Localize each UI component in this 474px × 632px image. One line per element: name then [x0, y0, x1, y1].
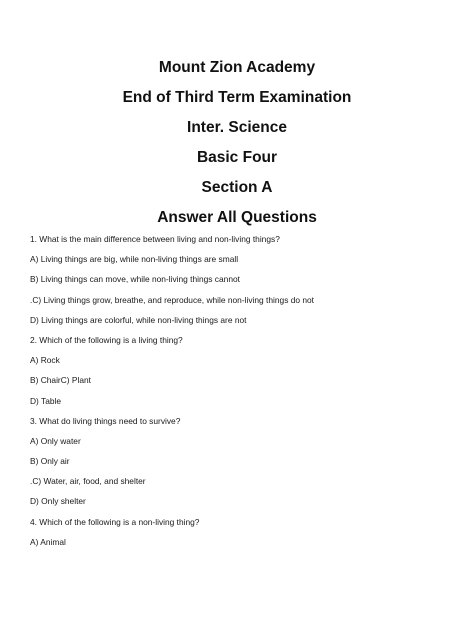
question-1: 1. What is the main difference between living and non-living things? [30, 234, 280, 244]
question-3-option-b: B) Only air [30, 456, 70, 467]
class-level: Basic Four [196, 149, 278, 166]
question-3-option-c: .C) Water, air, food, and shelter [30, 476, 146, 487]
question-3: 3. What do living things need to survive? [30, 415, 181, 426]
school-name: Mount Zion Academy [158, 59, 316, 76]
instruction-title: Answer All Questions [157, 209, 317, 226]
question-2-option-a: A) Rock [30, 355, 60, 366]
exam-header [0, 58, 474, 238]
question-2-option-d: D) Table [30, 395, 62, 406]
section-title: Section A [201, 179, 273, 196]
question-1-option-a: A) Living things are big, while non-living things are small [30, 254, 239, 265]
question-1-option-b: B) Living things can move, while non-living things cannot [30, 274, 240, 285]
question-3-option-a: A) Only water [30, 435, 81, 446]
question-list [30, 234, 450, 557]
question-2-option-b: B) ChairC) Plant [30, 375, 91, 386]
question-4: 4. Which of the following is a non-living thing? [30, 516, 200, 527]
question-4-option-a: A) Animal [30, 536, 66, 547]
exam-title: End of Third Term Examination [122, 89, 352, 106]
question-1-option-c: .C) Living things grow, breathe, and reproduce, while non-living things do not [30, 294, 314, 305]
question-2: 2. Which of the following is a living thing? [30, 334, 183, 345]
question-3-option-d: D) Only shelter [30, 496, 86, 507]
subject-title: Inter. Science [187, 119, 287, 136]
question-1-option-d: D) Living things are colorful, while non-living things are not [30, 314, 247, 325]
